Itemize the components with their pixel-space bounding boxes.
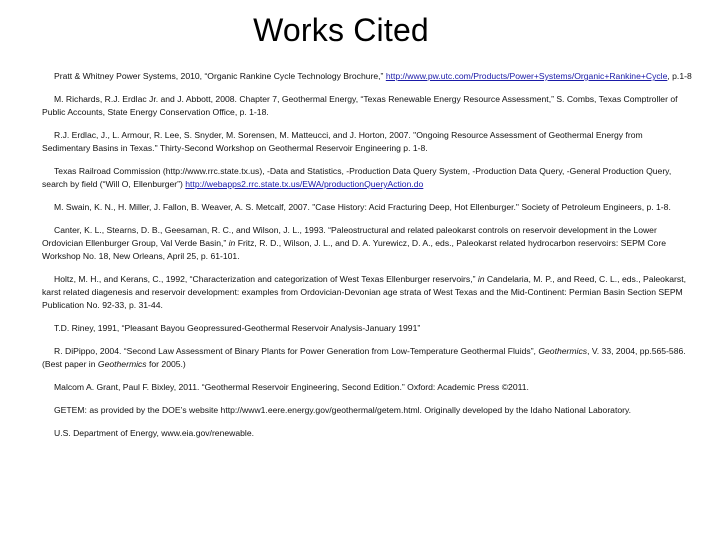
reference-item: M. Richards, R.J. Erdlac Jr. and J. Abbott, 2008. Chapter 7, Geothermal Energy, “Texas Renewable Energy Resource Assessment,” S. Combs, Texas Comptroller of Public Accounts, State Energy Conservation Office, p. 1-18. <box>42 94 678 117</box>
reference-item: M. Swain, K. N., H. Miller, J. Fallon, B. Weaver, A. S. Metcalf, 2007. "Case History: Acid Fracturing Deep, Hot Ellenburger." Society of Petroleum Engineers, p. 1-8. <box>54 202 671 212</box>
reference-link[interactable]: http://www.pw.utc.com/Products/Power+Systems/Organic+Rankine+Cycle <box>385 71 668 81</box>
reference-item: Canter, K. L., Stearns, D. B., Geesaman, R. C., and Wilson, J. L., 1993. “Paleostructural and related paleokarst controls on reservoir development in the Lower Ordovician Ellenburger Group, Val Verde Basin,” in Fritz, R. D., Wilson, J. L., and D. A. Yurewicz, D. A., eds., Paleokarst related hydrocarbon reservoirs: SEPM Core Workshop No. 18, New Orleans, April 25, p. 61-101. <box>42 225 666 261</box>
page-title: Works Cited <box>253 12 429 48</box>
reference-item: GETEM: as provided by the DOE’s website http://www1.eere.energy.gov/geothermal/getem.html. Originally developed by the Idaho National Laboratory. <box>54 405 632 415</box>
reference-item: Pratt & Whitney Power Systems, 2010, “Organic Rankine Cycle Technology Brochure,” http://www.pw.utc.com/Products/Power+Systems/Organic+Rankine+Cycle, p.1-8 <box>54 71 692 81</box>
reference-item: Holtz, M. H., and Kerans, C., 1992, “Characterization and categorization of West Texas Ellenburger reservoirs,” in Candelaria, M. P., and Reed, C. L., eds., Paleokarst, karst related diagenesis and reservoir development: examples from Ordovician-Devonian age strata of West Texas and the Mid-Continent: Permian Basin Section SEPM Publication No. 92-33, p. 31-44. <box>42 274 686 310</box>
reference-link[interactable]: http://webapps2.rrc.state.tx.us/EWA/productionQueryAction.do <box>185 179 424 189</box>
reference-item: Malcom A. Grant, Paul F. Bixley, 2011. “Geothermal Reservoir Engineering, Second Edition.” Oxford: Academic Press ©2011. <box>54 382 529 392</box>
reference-item: R. DiPippo, 2004. “Second Law Assessment of Binary Plants for Power Generation from Low-Temperature Geothermal Fluids”, Geothermics, V. 33, 2004, pp.565-586. (Best paper in Geothermics for 2005.) <box>42 346 686 369</box>
reference-item: T.D. Riney, 1991, “Pleasant Bayou Geopressured-Geothermal Reservoir Analysis-January 1991” <box>54 323 421 333</box>
references-list <box>42 70 692 440</box>
reference-item: Texas Railroad Commission (http://www.rrc.state.tx.us), -Data and Statistics, -Production Data Query System, -Production Data Query, -General Production Query, search by field (“Will O, Ellenburger”) http://webapps2.rrc.state.tx.us/EWA/productionQueryAction.do <box>42 166 672 189</box>
reference-item: U.S. Department of Energy, www.eia.gov/renewable. <box>54 428 254 438</box>
reference-item: R.J. Erdlac, J., L. Armour, R. Lee, S. Snyder, M. Sorensen, M. Matteucci, and J. Horton, 2007. "Ongoing Resource Assessment of Geothermal Energy from Sedimentary Basins in Texas." Thirty-Second Workshop on Geothermal Reservoir Engineering p. 1-8. <box>42 130 643 153</box>
